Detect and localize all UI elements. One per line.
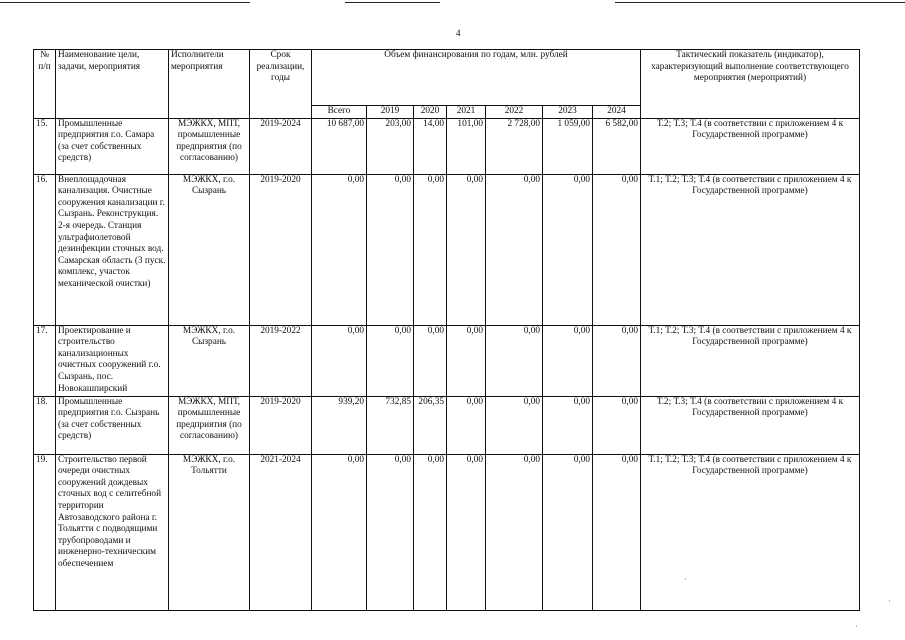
row-executors: МЭЖКХ, г.о. Тольятти — [169, 454, 250, 610]
scan-speck: · — [684, 575, 687, 584]
row-name: Внеплощадочная канализация. Очистные сооружения канализации г. Сызрань. Реконструкция. 2-я очередь. Станция ультрафиолетовой дезинфекции сточных вод. Самарская область (3 пуск. комплекс, участок механической очистки) — [56, 174, 169, 325]
row-2023: 0,00 — [543, 174, 593, 325]
header-year-2021: 2021 — [447, 106, 486, 119]
page-number: 4 — [456, 28, 461, 38]
row-total: 939,20 — [312, 396, 367, 454]
table-row — [34, 454, 860, 610]
row-2021: 101,00 — [447, 118, 486, 174]
row-2023: 0,00 — [543, 396, 593, 454]
row-2023: 0,00 — [543, 454, 593, 610]
row-2022: 0,00 — [486, 454, 543, 610]
row-executors: МЭЖКХ, г.о. Сызрань — [169, 174, 250, 325]
top-rule-mid — [345, 2, 440, 3]
row-2024: 0,00 — [593, 325, 641, 396]
row-name: Проектирование и строительство канализационных очистных сооружений г.о. Сызрань, пос. Новокашпирский — [56, 325, 169, 396]
header-executors: Исполнители мероприятия — [169, 50, 250, 119]
header-funding: Объем финансирования по годам, млн. рублей — [312, 50, 641, 106]
row-name: Промышленные предприятия г.о. Сызрань (за счет собственных средств) — [56, 396, 169, 454]
row-executors: МЭЖКХ, МПТ, промышленные предприятия (по согласованию) — [169, 118, 250, 174]
header-num: № п/п — [34, 50, 56, 119]
row-total: 10 687,00 — [312, 118, 367, 174]
row-2020: 0,00 — [414, 325, 447, 396]
row-indicator: Т.2; Т.3; Т.4 (в соответствии с приложением 4 к Государственной программе) — [641, 396, 860, 454]
row-name: Промышленные предприятия г.о. Самара (за счет собственных средств) — [56, 118, 169, 174]
row-num: 17. — [34, 325, 56, 396]
row-2023: 1 059,00 — [543, 118, 593, 174]
table-row — [34, 325, 860, 396]
header-year-2020: 2020 — [414, 106, 447, 119]
row-term: 2019-2024 — [250, 118, 312, 174]
row-term: 2019-2022 — [250, 325, 312, 396]
row-num: 18. — [34, 396, 56, 454]
row-indicator: Т.1; Т.2; Т.3; Т.4 (в соответствии с приложением 4 к Государственной программе) — [641, 325, 860, 396]
header-year-2024: 2024 — [593, 106, 641, 119]
row-2023: 0,00 — [543, 325, 593, 396]
row-executors: МЭЖКХ, г.о. Сызрань — [169, 325, 250, 396]
scan-speck: · — [855, 622, 858, 631]
row-term: 2019-2020 — [250, 396, 312, 454]
row-num: 15. — [34, 118, 56, 174]
row-2022: 2 728,00 — [486, 118, 543, 174]
table-row — [34, 118, 860, 174]
row-2019: 732,85 — [367, 396, 414, 454]
row-2024: 6 582,00 — [593, 118, 641, 174]
row-total: 0,00 — [312, 325, 367, 396]
row-2022: 0,00 — [486, 396, 543, 454]
row-num: 16. — [34, 174, 56, 325]
row-2021: 0,00 — [447, 325, 486, 396]
row-2021: 0,00 — [447, 174, 486, 325]
row-2020: 0,00 — [414, 454, 447, 610]
row-total: 0,00 — [312, 174, 367, 325]
row-2019: 0,00 — [367, 454, 414, 610]
table-row — [34, 174, 860, 325]
header-term: Срок реализации, годы — [250, 50, 312, 119]
table-row — [34, 396, 860, 454]
row-2021: 0,00 — [447, 396, 486, 454]
header-year-2022: 2022 — [486, 106, 543, 119]
header-indicator: Тактический показатель (индикатор), характеризующий выполнение соответствующего мероприятия (мероприятий) — [641, 50, 860, 119]
row-2019: 0,00 — [367, 174, 414, 325]
row-indicator: Т.2; Т.3; Т.4 (в соответствии с приложением 4 к Государственной программе) — [641, 118, 860, 174]
header-name: Наименование цели, задачи, мероприятия — [56, 50, 169, 119]
row-indicator: Т.1; Т.2; Т.3; Т.4 (в соответствии с приложением 4 к Государственной программе) — [641, 174, 860, 325]
row-2020: 206,35 — [414, 396, 447, 454]
row-2019: 203,00 — [367, 118, 414, 174]
row-2022: 0,00 — [486, 325, 543, 396]
row-name: Строительство первой очереди очистных сооружений дождевых сточных вод с селитебной территории Автозаводского района г. Тольятти с подводящими трубопроводами и инженерно-техническим обеспечением — [56, 454, 169, 610]
row-total: 0,00 — [312, 454, 367, 610]
row-2024: 0,00 — [593, 396, 641, 454]
scan-speck: · — [888, 597, 891, 606]
row-indicator: Т.1; Т.2; Т.3; Т.4 (в соответствии с приложением 4 к Государственной программе) — [641, 454, 860, 610]
row-term: 2019-2020 — [250, 174, 312, 325]
row-2021: 0,00 — [447, 454, 486, 610]
row-2020: 14,00 — [414, 118, 447, 174]
row-term: 2021-2024 — [250, 454, 312, 610]
header-total: Всего — [312, 106, 367, 119]
row-executors: МЭЖКХ, МПТ, промышленные предприятия (по согласованию) — [169, 396, 250, 454]
row-num: 19. — [34, 454, 56, 610]
top-rule-right — [615, 2, 905, 3]
header-year-2023: 2023 — [543, 106, 593, 119]
row-2024: 0,00 — [593, 174, 641, 325]
row-2022: 0,00 — [486, 174, 543, 325]
top-rule-left — [0, 2, 250, 3]
program-table — [33, 49, 860, 611]
row-2020: 0,00 — [414, 174, 447, 325]
header-year-2019: 2019 — [367, 106, 414, 119]
row-2019: 0,00 — [367, 325, 414, 396]
row-2024: 0,00 — [593, 454, 641, 610]
